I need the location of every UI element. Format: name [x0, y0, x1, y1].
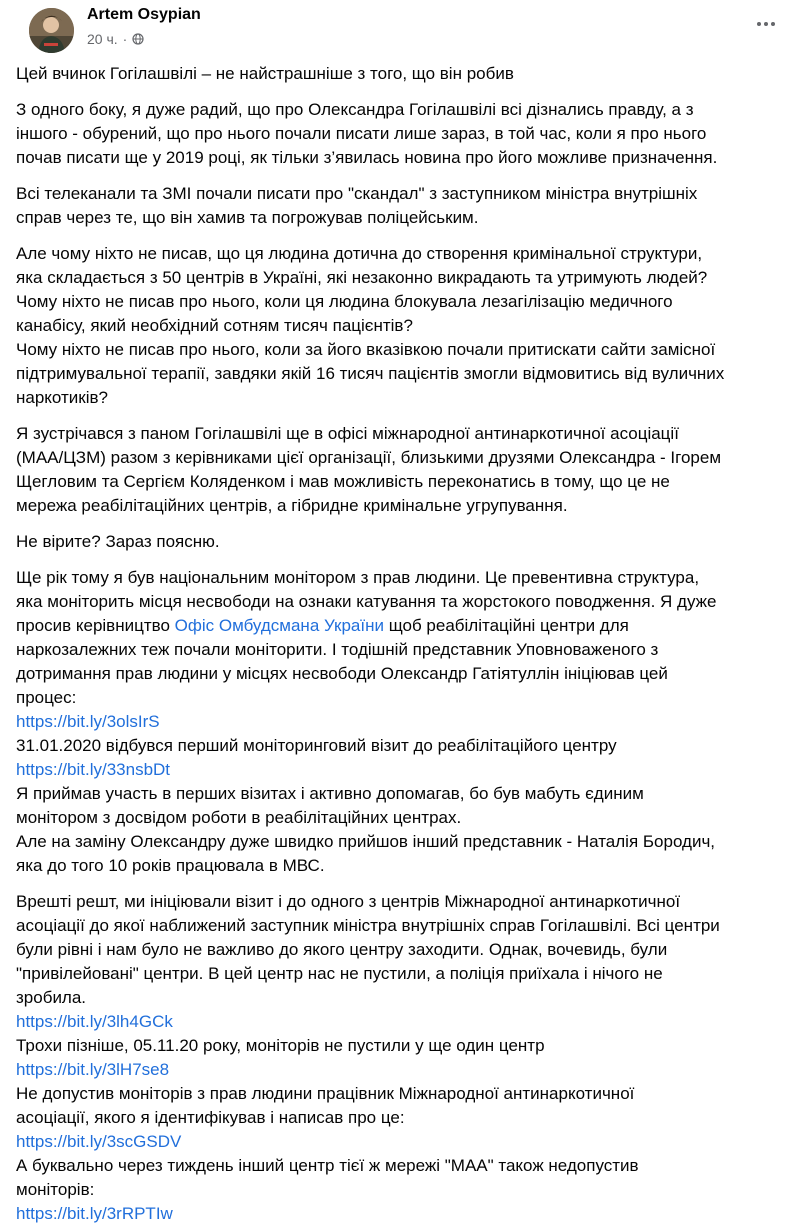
text-line: (МАА/ЦЗМ) разом з керівниками цієї організації, близькими друзями Олександра - Ігорем — [16, 448, 722, 467]
text-segment: просив керівництво — [16, 616, 175, 635]
author-avatar[interactable] — [29, 8, 74, 53]
text-line: Чому ніхто не писав про нього, коли ця людина блокувала лезагілізацію медичного — [16, 292, 673, 311]
post-timestamp[interactable]: 20 ч. — [87, 31, 118, 47]
more-options-icon[interactable] — [752, 14, 780, 34]
post-header — [15, 0, 786, 62]
text-line: процес: — [16, 688, 77, 707]
text-line: Не допустив моніторів з прав людини працівник Міжнародної антинаркотичної — [16, 1084, 635, 1103]
paragraph-1 — [16, 62, 786, 86]
text-line: Врешті решт, ми ініціювали візит і до одного з центрів Міжнародної антинаркотичної — [16, 892, 681, 911]
text-line: Але чому ніхто не писав, що ця людина дотична до створення кримінальної структури, — [16, 244, 703, 263]
text-line: зробила. — [16, 988, 87, 1007]
text-line: Але на заміну Олександру дуже швидко прийшов інший представник - Наталія Бородич, — [16, 832, 716, 851]
paragraph-5 — [16, 422, 786, 518]
globe-icon[interactable] — [132, 33, 144, 45]
ombudsman-page-link[interactable]: Офіс Омбудсмана України — [174, 616, 384, 635]
text-line: Щегловим та Сергієм Коляденком і мав можливість переконатись в тому, що це не — [16, 472, 670, 491]
text-line: Я зустрічався з паном Гогілашвілі ще в офісі міжнародної антинаркотичної асоціації — [16, 424, 679, 443]
paragraph-8 — [16, 890, 786, 1226]
text-line: почав писати ще у 2019 році, як тільки з’явилась новина про його можливе призначення. — [16, 148, 718, 167]
text-line: 31.01.2020 відбувся перший моніторинговий візит до реабілітаційого центру — [16, 736, 617, 755]
link-line — [16, 1010, 786, 1034]
text-line: Трохи пізніше, 05.11.20 року, моніторів не пустили у ще один центр — [16, 1036, 545, 1055]
text-line: яка складається з 50 центрів в Україні, які незаконно викрадають та утримують людей? — [16, 268, 708, 287]
post-meta — [87, 31, 144, 47]
link-line — [16, 710, 786, 734]
text-line: монітором з досвідом роботи в реабілітаційних центрах. — [16, 808, 462, 827]
paragraph-2 — [16, 98, 786, 170]
text-line: Не вірите? Зараз поясню. — [16, 532, 220, 551]
text-line: дотримання прав людини у місцях несвободи Олександр Гатіятуллін ініціював цей — [16, 664, 668, 683]
text-line: Чому ніхто не писав про нього, коли за його вказівкою почали притискати сайти замісної — [16, 340, 716, 359]
text-line: А буквально через тиждень інший центр тієї ж мережі "МАА" також недопустив — [16, 1156, 639, 1175]
text-line: іншого - обурений, що про нього почали писати лише зараз, в той час, коли я про нього — [16, 124, 707, 143]
text-line: асоціації до якої наближений заступник міністра внутрішніх справ Гогілашвілі. Всі центри — [16, 916, 720, 935]
text-line — [16, 614, 786, 638]
text-line: наркозалежних теж почали моніторити. І тодішній представник Уповноваженого з — [16, 640, 659, 659]
link-line — [16, 1130, 786, 1154]
url-link[interactable]: https://bit.ly/3lH7se8 — [16, 1060, 170, 1079]
text-line: канабісу, який необхідний сотням тисяч пацієнтів? — [16, 316, 413, 335]
text-line: підтримувальної терапії, завдяки якій 16 тисяч пацієнтів змогли відмовитись від вуличних — [16, 364, 725, 383]
text-line: Всі телеканали та ЗМІ почали писати про "скандал" з заступником міністра внутрішніх — [16, 184, 698, 203]
author-name[interactable]: Artem Osypian — [87, 6, 201, 23]
text-line: яка до того 10 років працювала в МВС. — [16, 856, 325, 875]
url-link[interactable]: https://bit.ly/3scGSDV — [16, 1132, 182, 1151]
text-line: Я приймав участь в перших візитах і активно допомагав, бо був мабуть єдиним — [16, 784, 644, 803]
link-line — [16, 758, 786, 782]
text-line: моніторів: — [16, 1180, 95, 1199]
link-line — [16, 1202, 786, 1226]
paragraph-4 — [16, 242, 786, 410]
url-link[interactable]: https://bit.ly/3rRPTIw — [16, 1204, 173, 1223]
paragraph-3 — [16, 182, 786, 230]
paragraph-6 — [16, 530, 786, 554]
text-line: Ще рік тому я був національним монітором з прав людини. Це превентивна структура, — [16, 568, 700, 587]
text-line: "привілейовані" центри. В цей центр нас не пустили, а поліція приїхала і нічого не — [16, 964, 663, 983]
url-link[interactable]: https://bit.ly/3olsIrS — [16, 712, 160, 731]
meta-separator: · — [122, 31, 128, 47]
text-line: були рівні і нам було не важливо до якого центру заходити. Однак, вочевидь, були — [16, 940, 668, 959]
text-line: наркотиків? — [16, 388, 108, 407]
post-body — [15, 62, 786, 1226]
text-line: мережа реабілітаційних центрів, а гібридне кримінальне угрупування. — [16, 496, 568, 515]
link-line — [16, 1058, 786, 1082]
text-segment: щоб реабілітаційні центри для — [384, 616, 629, 635]
avatar-photo-icon — [29, 8, 74, 53]
text-line: Цей вчинок Гогілашвілі – не найстрашніше з того, що він робив — [16, 64, 514, 83]
text-line: асоціації, якого я ідентифікував і написав про це: — [16, 1108, 405, 1127]
text-line: справ через те, що він хамив та погрожував поліцейським. — [16, 208, 479, 227]
text-line: яка моніторить місця несвободи на ознаки катування та жорстокого поводження. Я дуже — [16, 592, 717, 611]
url-link[interactable]: https://bit.ly/33nsbDt — [16, 760, 171, 779]
text-line: З одного боку, я дуже радий, що про Олександра Гогілашвілі всі дізнались правду, а з — [16, 100, 694, 119]
paragraph-7 — [16, 566, 786, 878]
url-link[interactable]: https://bit.ly/3lh4GCk — [16, 1012, 173, 1031]
